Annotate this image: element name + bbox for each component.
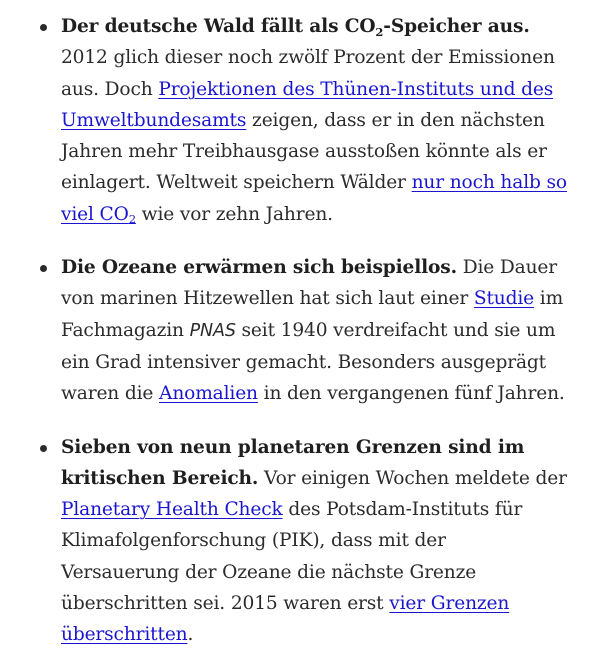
item-lead (61, 16, 530, 37)
link-planetary-health-check[interactable]: Planetary Health Check (61, 499, 283, 521)
item-text: des Potsdam-Instituts für Klimafolgenforschung (PIK), dass mit der Versauerung der Ozeane die nächste Grenze überschritten sei. 2015 waren erst (61, 499, 523, 615)
lead-subscript: 2 (375, 24, 384, 39)
item-text: in den vergangenen fünf Jahren. (257, 383, 565, 405)
lead-text-suffix: -Speicher aus. (383, 16, 530, 37)
item-lead: Die Ozeane erwärmen sich beispiellos. (61, 257, 457, 279)
bullet-dot-icon (40, 445, 47, 452)
item-text: zeigen, dass er in den nächsten Jahren mehr Treibhausgase ausstoßen könnte als er einlagert. Weltweit speichern Wälder (61, 109, 547, 194)
item-text: Die Dauer von marinen Hitzewellen hat sich laut einer (61, 257, 557, 310)
link-subscript: 2 (128, 212, 136, 227)
item-text: 2012 glich dieser noch zwölf Prozent der Emissionen aus. Doch (61, 47, 555, 100)
link-projektionen[interactable]: Projektionen des Thünen-Instituts und des Umweltbundesamts (61, 78, 554, 131)
lead-text: Der deutsche Wald fällt als CO (61, 16, 376, 37)
item-text: seit 1940 verdreifacht und sie um ein Grad intensiver gemacht. Besonders ausgeprägt waren die (61, 319, 556, 405)
bullet-dot-icon (40, 265, 47, 272)
link-anomalien[interactable]: Anomalien (159, 383, 258, 405)
bullet-dot-icon (40, 24, 47, 31)
item-text: Vor einigen Wochen meldete der (258, 467, 567, 489)
journal-name: PNAS (189, 320, 236, 341)
link-vier-grenzen[interactable]: vier Grenzen überschritten (61, 593, 510, 646)
item-text: im Fachmagazin (61, 288, 564, 341)
item-lead: Sieben von neun planetaren Grenzen sind im kritischen Bereich. (61, 436, 525, 489)
link-text: nur noch halb so viel CO (61, 172, 567, 225)
item-text: wie vor zehn Jahren. (135, 203, 333, 225)
list-item-oceans (0, 252, 567, 409)
link-studie[interactable]: Studie (473, 288, 535, 310)
list-item-boundaries (0, 432, 567, 651)
item-text: . (187, 624, 194, 646)
list-item-forest (0, 0, 567, 230)
